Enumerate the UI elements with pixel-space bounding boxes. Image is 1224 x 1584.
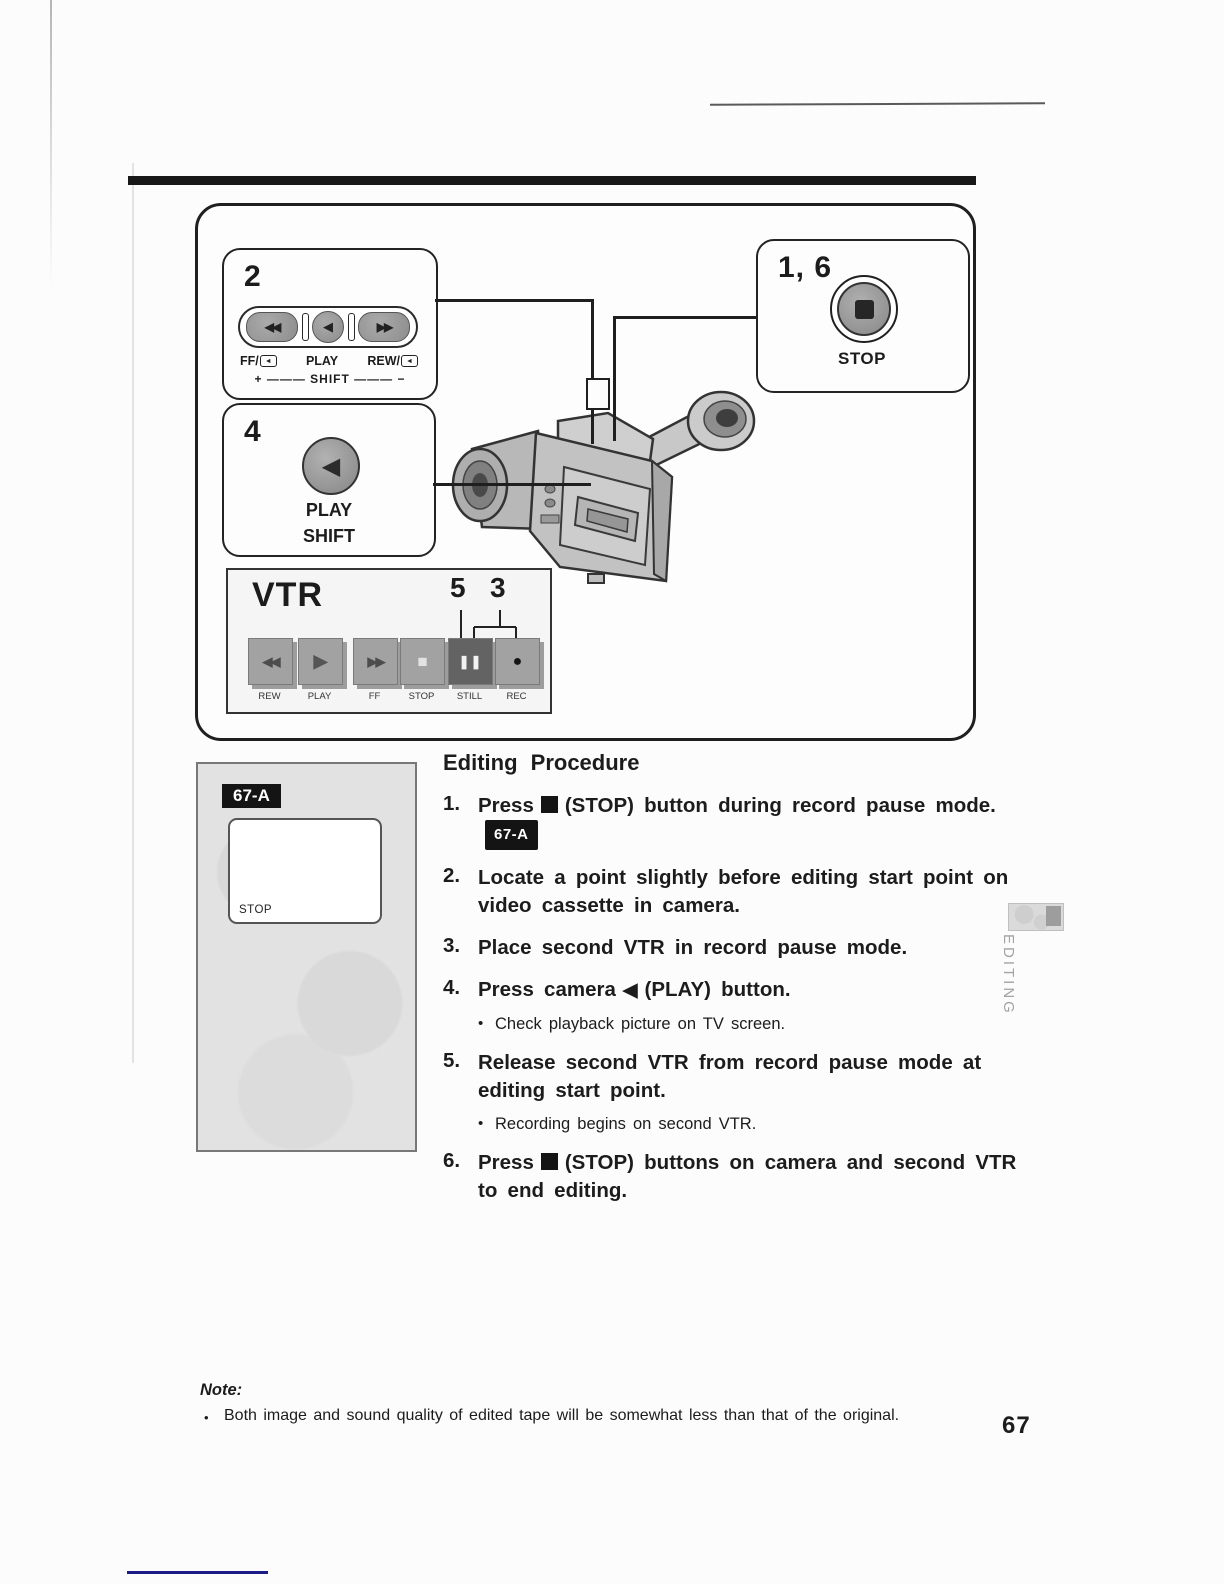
button-separator <box>348 313 355 341</box>
step-text-segment: (PLAY) button. <box>644 978 791 1001</box>
page-number: 67 <box>1002 1412 1031 1439</box>
vtr-ff-label: FF <box>368 691 381 702</box>
stop-square-glyph <box>855 300 874 319</box>
procedure-section <box>443 750 1017 1219</box>
step-text-segment: (STOP) button during record pause mode. <box>564 794 996 817</box>
vtr-play-label: PLAY <box>307 691 332 702</box>
rew-icon: ◀◀ <box>262 653 279 669</box>
button-separator <box>302 313 309 341</box>
step-text-segment: (STOP) buttons on camera and second VTR to end editing. <box>478 1151 1017 1202</box>
step-1 <box>443 792 1017 850</box>
stop-button-ring <box>837 282 891 336</box>
ff-icon: ▶▶ <box>367 653 384 669</box>
play-arrow-icon: ◀ <box>312 311 344 343</box>
link-underline[interactable] <box>127 1571 268 1574</box>
bullet-icon: • <box>204 1410 209 1425</box>
stop-icon: ■ <box>417 651 428 671</box>
step-callout-3: 3 <box>490 572 506 603</box>
play-label: PLAY <box>305 500 353 520</box>
header-rule <box>710 102 1045 105</box>
note-section <box>200 1381 960 1429</box>
step-2 <box>443 864 1017 920</box>
step-number: 1. <box>443 792 461 815</box>
section-heading: Editing Procedure <box>443 750 640 775</box>
step-number: 3. <box>443 934 461 957</box>
step-callout-1-6: 1, 6 <box>778 251 833 284</box>
sub-note-text: Check playback picture on TV screen. <box>495 1015 786 1033</box>
vtr-rew-button <box>248 638 293 685</box>
play-button-icon: ◀ <box>302 437 360 495</box>
step-number: 6. <box>443 1149 461 1172</box>
step-callout-5: 5 <box>450 572 466 603</box>
step-3 <box>443 934 1017 962</box>
vtr-title: VTR <box>252 576 323 614</box>
ff-caption: FF/ <box>240 354 259 368</box>
bullet-icon: • <box>478 1015 484 1032</box>
step-4-note <box>478 1013 1017 1035</box>
sub-note-text: Recording begins on second VTR. <box>495 1115 757 1133</box>
chapter-tab-label: EDITING <box>1000 934 1017 1016</box>
vtr-still-button <box>448 638 493 685</box>
section-divider-bar <box>128 176 976 185</box>
record-icon: ● <box>512 652 523 670</box>
step-6 <box>443 1149 1017 1205</box>
camera-play-button-panel <box>222 403 436 557</box>
play-caption: PLAY <box>305 354 339 368</box>
step-number: 4. <box>443 976 461 999</box>
camera-shift-buttons-panel <box>222 248 438 400</box>
step-number: 2. <box>443 864 461 887</box>
figure-tag-badge: 67-A <box>222 784 281 808</box>
play-shift-labels <box>224 497 434 549</box>
connector-panel2 <box>435 299 593 302</box>
step-number: 5. <box>443 1049 461 1072</box>
tape-icon: ◄ <box>401 355 418 367</box>
vtr-rew-label: REW <box>258 691 281 702</box>
figure-panel <box>196 762 417 1152</box>
stop-square-icon <box>541 796 558 813</box>
step-4 <box>443 976 1017 1005</box>
tape-icon: ◄ <box>260 355 277 367</box>
vtr-rec-label: REC <box>506 691 527 702</box>
step-text <box>478 792 1017 850</box>
editing-diagram <box>195 203 976 741</box>
connector-panel16 <box>613 316 756 319</box>
stop-button-icon <box>830 275 898 343</box>
forward-double-arrow-icon: ▶▶ <box>358 312 410 342</box>
bullet-icon: • <box>478 1115 484 1132</box>
viewfinder-screen <box>228 818 382 924</box>
step-text <box>478 976 791 1005</box>
connector-panel16-drop <box>613 316 616 441</box>
vtr-still-label: STILL <box>456 691 483 702</box>
rew-caption: REW/ <box>367 354 400 368</box>
scan-edge-line <box>50 0 52 290</box>
vtr-play-button <box>298 638 343 685</box>
step-text <box>478 1149 1017 1205</box>
step-text-segment: Press <box>478 794 534 817</box>
step-callout-4: 4 <box>244 415 262 448</box>
play-triangle-icon: ◀ <box>622 980 638 1001</box>
stop-button-label: STOP <box>838 349 886 368</box>
camera-stop-button-panel <box>756 239 970 393</box>
vtr-ff-button <box>353 638 398 685</box>
step-text-segment: Press <box>478 1151 534 1174</box>
pause-icon: ❚❚ <box>458 653 483 669</box>
vtr-stop-label: STOP <box>408 691 435 702</box>
connector-panel4 <box>433 483 591 486</box>
play-icon: ▶ <box>313 651 328 671</box>
rewind-double-arrow-icon: ◀◀ <box>246 312 298 342</box>
shift-range-caption: + ——— SHIFT ——— − <box>254 372 406 386</box>
step-text: Locate a point slightly before editing start point on video cassette in camera. <box>478 866 1009 917</box>
shift-button-captions <box>240 354 418 368</box>
note-line <box>200 1407 960 1429</box>
step-text: Release second VTR from record pause mode at editing start point. <box>478 1051 982 1102</box>
shift-button-cluster <box>238 306 418 348</box>
step-text: Place second VTR in record pause mode. <box>478 936 908 959</box>
step-callout-2: 2 <box>244 260 262 293</box>
page-fold-line <box>132 163 134 1063</box>
note-heading: Note: <box>200 1381 243 1399</box>
note-text: Both image and sound quality of edited tape will be somewhat less than that of the original. <box>224 1407 900 1424</box>
screen-status-text: STOP <box>239 904 273 916</box>
vtr-stop-button <box>400 638 445 685</box>
vtr-rec-button <box>495 638 540 685</box>
shift-label: SHIFT <box>303 526 355 546</box>
step-5-note <box>478 1113 1017 1135</box>
step-5 <box>443 1049 1017 1105</box>
stop-square-icon <box>541 1153 558 1170</box>
figure-ref-badge: 67-A <box>485 820 538 850</box>
step-text-segment: Press camera <box>478 978 616 1001</box>
chapter-tab-thumbnail <box>1008 903 1064 931</box>
connector-panel2-drop <box>591 299 594 444</box>
connector-junction-box <box>586 378 610 410</box>
